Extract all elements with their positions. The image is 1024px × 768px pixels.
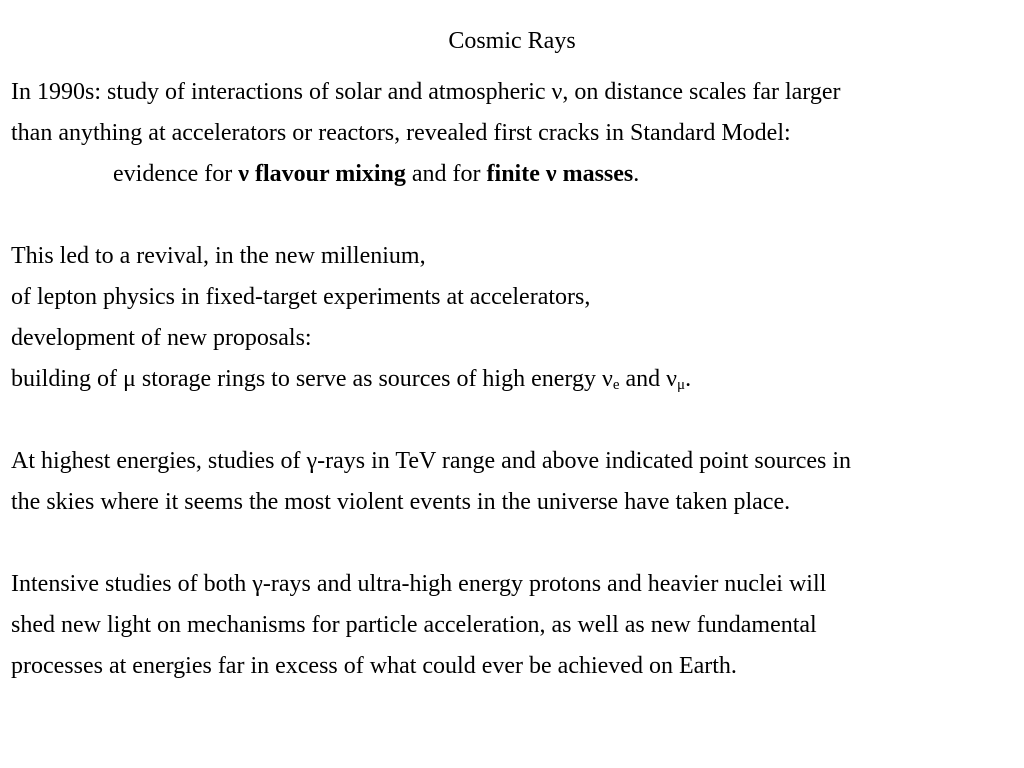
p2-line4-pre: building of μ storage rings to serve as sources of high energy ν	[11, 366, 613, 392]
paragraph-2-line-4	[11, 362, 691, 396]
flavour-mixing-emphasis: ν flavour mixing	[238, 161, 406, 187]
slide-title: Cosmic Rays	[448, 28, 576, 54]
p2-line4-mid: and ν	[619, 366, 678, 392]
paragraph-1-line-3	[113, 157, 639, 191]
p2-line4-post: .	[685, 366, 692, 392]
paragraph-2-line-1: This led to a revival, in the new millenium,	[11, 243, 426, 269]
paragraph-4-line-2: shed new light on mechanisms for particle acceleration, as well as new fundamental	[11, 612, 817, 638]
paragraph-4-line-1: Intensive studies of both γ-rays and ultra-high energy protons and heavier nuclei will	[11, 571, 827, 597]
p1-line3-post: .	[633, 161, 640, 187]
p1-line3-pre: evidence for	[113, 161, 239, 187]
paragraph-4-line-3: processes at energies far in excess of what could ever be achieved on Earth.	[11, 653, 737, 679]
paragraph-1-line-1: In 1990s: study of interactions of solar and atmospheric ν, on distance scales far larger	[11, 79, 841, 105]
paragraph-2-line-2: of lepton physics in fixed-target experiments at accelerators,	[11, 284, 591, 310]
paragraph-2-line-3: development of new proposals:	[11, 325, 312, 351]
nu-mu-subscript: μ	[677, 377, 686, 393]
nu-e-subscript: e	[612, 377, 620, 393]
finite-masses-emphasis: finite ν masses	[486, 161, 634, 187]
paragraph-1-line-2: than anything at accelerators or reactors, revealed first cracks in Standard Model:	[11, 120, 791, 146]
p1-line3-mid: and for	[405, 161, 487, 187]
paragraph-3-line-1: At highest energies, studies of γ-rays in TeV range and above indicated point sources in	[11, 448, 852, 474]
paragraph-3-line-2: the skies where it seems the most violent events in the universe have taken place.	[11, 489, 791, 515]
